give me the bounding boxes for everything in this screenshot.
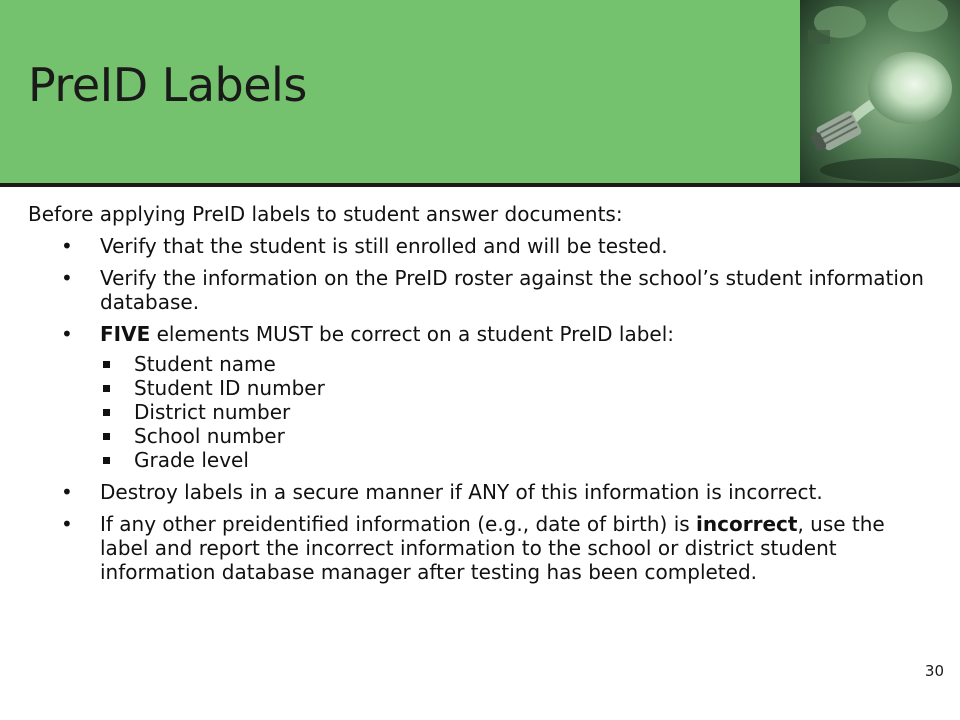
bullet-emphasis: FIVE bbox=[100, 322, 151, 346]
bullet-emphasis: incorrect bbox=[696, 512, 798, 536]
sub-list-item: Grade level bbox=[100, 448, 933, 472]
intro-text: Before applying PreID labels to student answer documents: bbox=[28, 202, 623, 226]
page-number: 30 bbox=[924, 662, 944, 680]
square-bullet-icon bbox=[103, 361, 110, 368]
bullet-item bbox=[28, 234, 933, 258]
bullet-list bbox=[28, 234, 933, 584]
bullet-text: Destroy labels in a secure manner if ANY of this information is incorrect. bbox=[100, 480, 823, 504]
bullet-icon: • bbox=[61, 480, 73, 504]
lightbulb-image bbox=[800, 0, 960, 185]
bullet-item bbox=[28, 512, 933, 584]
square-bullet-icon bbox=[103, 409, 110, 416]
bullet-text: , use the label and report the incorrect information to the school or district student information database manager after testing has been completed. bbox=[100, 512, 885, 584]
bullet-text: elements MUST be correct on a student PreID label: bbox=[150, 322, 675, 346]
bullet-item bbox=[28, 480, 933, 504]
slide-body bbox=[28, 202, 933, 592]
bullet-icon: • bbox=[61, 512, 73, 536]
bullet-icon: • bbox=[61, 234, 73, 258]
bullet-text: Verify the information on the PreID roster against the school’s student information database. bbox=[100, 266, 924, 314]
bullet-text: If any other preidentified information (e.g., date of birth) is bbox=[100, 512, 697, 536]
square-bullet-icon bbox=[103, 385, 110, 392]
bullet-item bbox=[28, 322, 933, 472]
sub-list-item: Student name bbox=[100, 352, 933, 376]
required-elements-list bbox=[100, 352, 933, 472]
bullet-text: Verify that the student is still enrolled and will be tested. bbox=[100, 234, 668, 258]
bullet-item bbox=[28, 266, 933, 314]
page-title: PreID Labels bbox=[28, 58, 307, 112]
header-divider bbox=[0, 183, 960, 187]
sub-list-item: District number bbox=[100, 400, 933, 424]
bullet-icon: • bbox=[61, 266, 73, 290]
square-bullet-icon bbox=[103, 457, 110, 464]
square-bullet-icon bbox=[103, 433, 110, 440]
sub-list-item: Student ID number bbox=[100, 376, 933, 400]
bullet-icon: • bbox=[61, 322, 73, 346]
sub-list-item: School number bbox=[100, 424, 933, 448]
lightbulb-icon bbox=[800, 0, 960, 185]
